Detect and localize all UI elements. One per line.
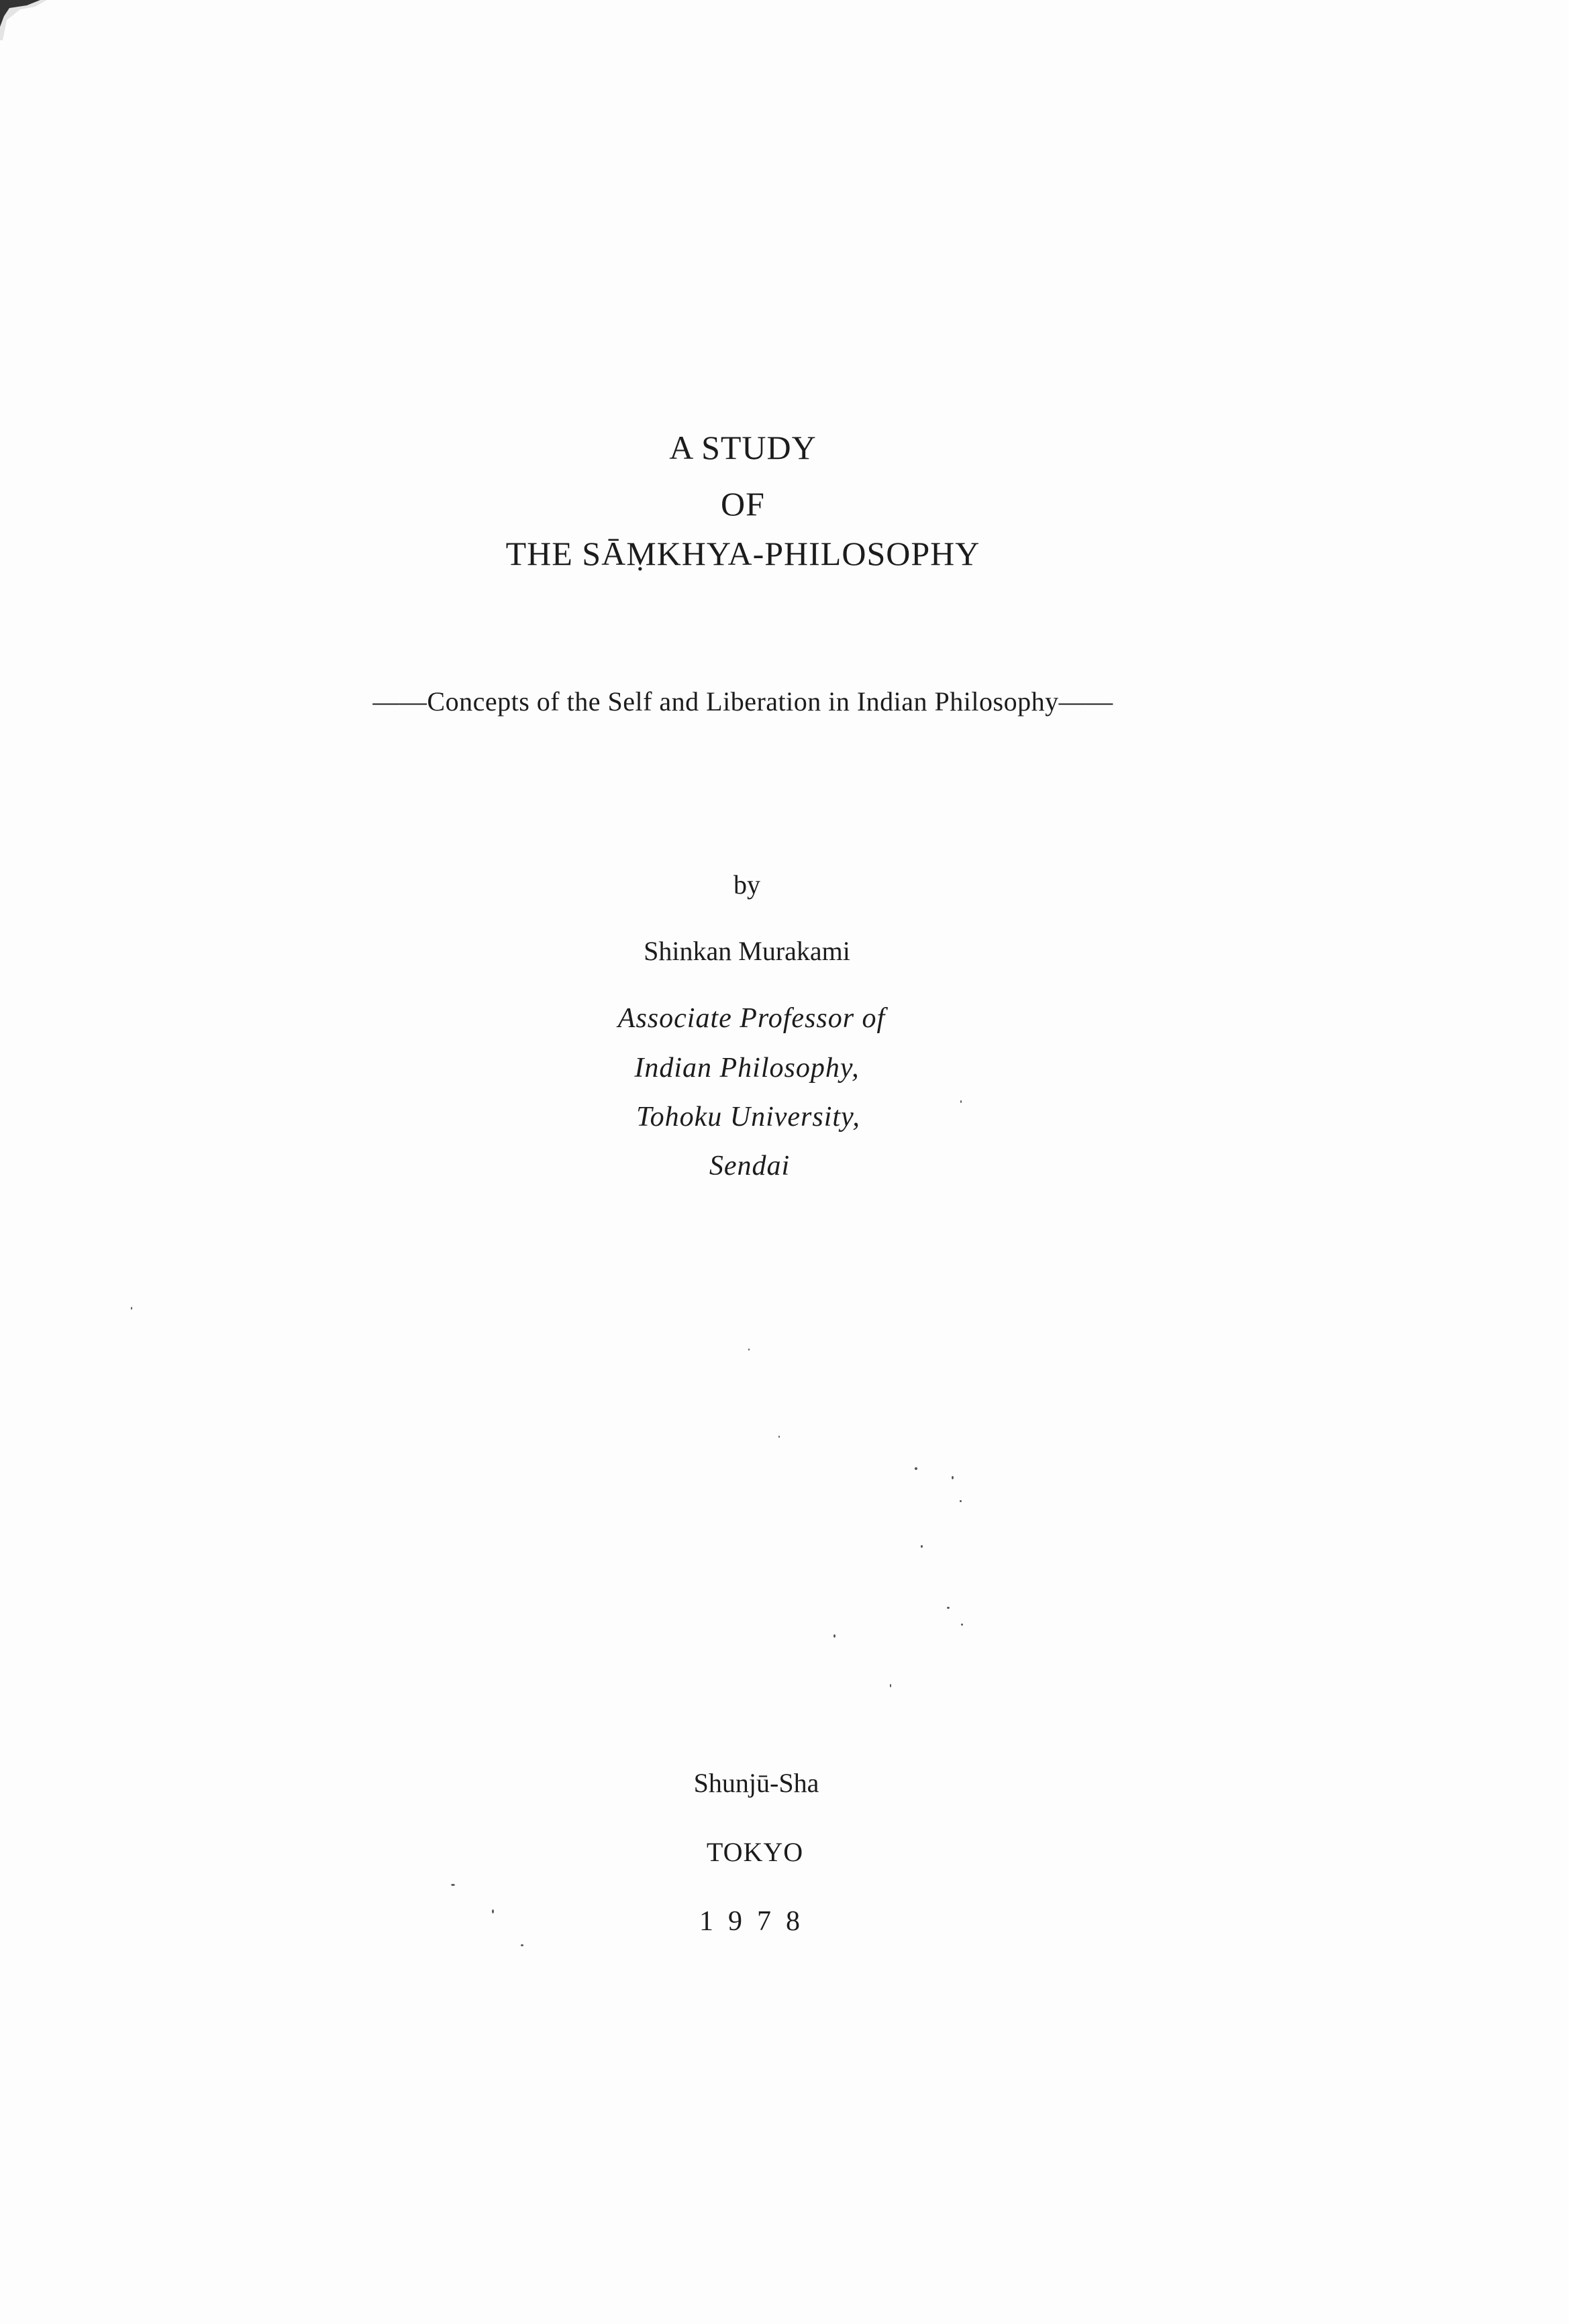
book-subtitle: ——Concepts of the Self and Liberation in Indian Philosophy——: [372, 686, 1113, 717]
book-title-line-2: OF: [721, 485, 765, 523]
affiliation-line-4: Sendai: [709, 1151, 791, 1181]
publisher-name: Shunjū-Sha: [693, 1768, 819, 1798]
author-name: Shinkan Murakami: [644, 936, 850, 966]
scan-speck: [451, 1884, 455, 1886]
affiliation-line-3: Tohoku University,: [636, 1102, 860, 1132]
scan-speck: [131, 1307, 132, 1310]
scan-speck: [492, 1909, 494, 1913]
book-title-line-3: THE SĀṂKHYA-PHILOSOPHY: [505, 535, 980, 572]
scan-speck: [947, 1607, 950, 1609]
affiliation-line-2: Indian Philosophy,: [634, 1053, 860, 1084]
scan-speck: [833, 1634, 836, 1638]
scan-speck: [748, 1349, 750, 1351]
scan-speck: [961, 1624, 963, 1626]
scan-speck: [778, 1436, 780, 1438]
scan-speck: [921, 1545, 923, 1548]
scan-corner-mark: [0, 0, 47, 40]
publication-year: 1978: [699, 1906, 815, 1937]
scan-speck: [960, 1500, 962, 1502]
scan-speck: [960, 1100, 962, 1103]
scan-speck: [521, 1944, 523, 1946]
affiliation-line-1: Associate Professor of: [617, 1003, 886, 1034]
by-label: by: [733, 869, 760, 900]
publication-city: TOKYO: [706, 1837, 804, 1867]
scan-speck: [952, 1476, 954, 1479]
book-title-line-1: A STUDY: [669, 429, 817, 466]
scan-speck: [915, 1467, 917, 1470]
scan-speck: [890, 1684, 891, 1687]
